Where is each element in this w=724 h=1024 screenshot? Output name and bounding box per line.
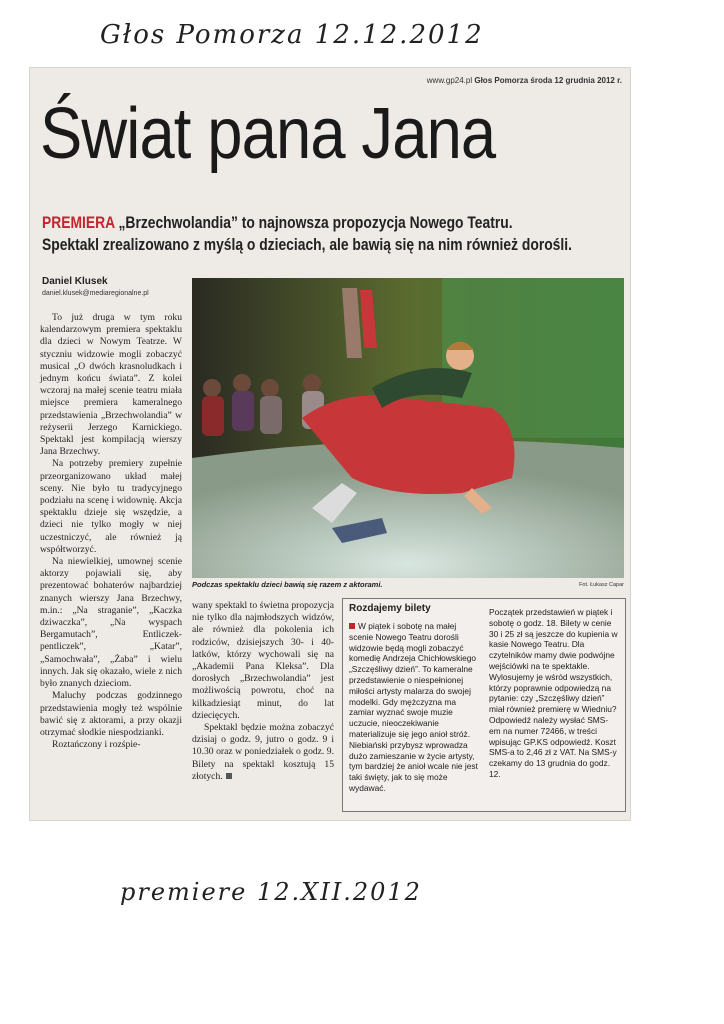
newspaper-clipping bbox=[30, 68, 630, 820]
stage-photo-illustration bbox=[192, 278, 624, 578]
masthead bbox=[427, 76, 622, 85]
masthead-site: www.gp24.pl bbox=[426, 76, 473, 85]
paragraph: Na potrzeby premiery zupełnie przeorganizowano układ małej sceny. Nie było tu tradycyjnego podziału na scenę i widownię. Akcja spektaklu dzieje się wszędzie, a dzieci nie tylko mogły w niej uczestniczyć, ale również ją współtworzyć. bbox=[40, 458, 182, 555]
photo-credit: Fot. Łukasz Capar bbox=[579, 582, 624, 588]
tickets-title: Rozdajemy bilety bbox=[349, 603, 431, 614]
end-square-icon bbox=[226, 773, 232, 779]
masthead-date: środa 12 grudnia 2012 r. bbox=[530, 76, 622, 85]
article-photo bbox=[192, 278, 624, 578]
article-lead bbox=[42, 212, 572, 256]
article-author: Daniel Klusek bbox=[42, 276, 108, 287]
handwritten-note-top: Głos Pomorza 12.12.2012 bbox=[100, 20, 484, 50]
paragraph-text: Spektakl będzie można zobaczyć dzisiaj o godz. 9, jutro o godz. 9 i 10.30 oraz w poniedziałek o godz. 9. Bilety na spektakl kosztują 15 złotych. bbox=[192, 722, 334, 782]
article-headline: Świat pana Jana bbox=[40, 94, 496, 174]
article-kicker: PREMIERA bbox=[42, 214, 115, 232]
tickets-text-1: W piątek i sobotę na małej scenie Nowego Teatru dorośli widzowie będą mogli zobaczyć komedię Andrzeja Chichłowskiego „Szczęśliwy dzień”. To kameralne przedstawienie o niespełnionej miłości artysty malarza do swojej modelki. Gdy mężczyzna ma zamiar wyznać swoje muzie uczucie, nieoczekiwanie materializuje się jego anioł stróż. Niebiański przybysz wprowadza dużo zamieszanie w życie artysty, tym bardziej że anioł wcale nie jest taki święty, jak to się może wydawać. bbox=[349, 621, 478, 793]
paragraph bbox=[192, 722, 334, 783]
tickets-column-1 bbox=[349, 621, 481, 794]
paragraph: Na niewielkiej, umownej scenie aktorzy pojawiali się, aby prezentować bohaterów najbardziej znanych wierszy Jana Brzechwy, m.in.: „Na straganie”, „Kaczka dziwaczka”, „Na wyspach Bergamutach”, Entliczek-pentliczek”, „Katar”, „Samochwała”, „Żaba” i wielu innych. Jak się okazało, wiele z nich było znanych dzieciom. bbox=[40, 556, 182, 690]
paragraph: To już druga w tym roku kalendarzowym premiera spektaklu dla dzieci w Nowym Teatrze. W styczniu widzowie mogli zobaczyć musical „O dwóch krasnoludkach i jednym końcu świata”. Z kolei wczoraj na małej scenie teatru miała miejsce premiera kameralnego przedstawienia „Brzechwolandia” w reżyserii Jerzego Karnickiego. Spektakl jest kompilacją wierszy Jana Brzechwy. bbox=[40, 312, 182, 458]
paragraph: wany spektakl to świetna propozycja nie tylko dla najmłodszych widzów, ale również dla pokolenia ich rodziców, dzisiejszych 30- i 40-latków, którzy wychowali się na „Akademii Pana Kleksa”. Dla dorosłych „Brzechwolandia” jest możliwością powrotu, choć na kilkadziesiąt minut, do lat dziecięcych. bbox=[192, 600, 334, 721]
article-column-1 bbox=[40, 312, 182, 751]
tickets-text-2: Początek przedstawień w piątek i sobotę o godz. 18. Bilety w cenie 30 i 25 zł są jeszcze do kupienia w kasie Nowego Teatru. Dla czytelników mamy dwie podwójne wejściówki na te spektakle. Wylosujemy je wśród wszystkich, którzy poprawnie odpowiedzą na pytanie: czy „Szczęśliwy dzień” miał również premierę w Wiedniu? Odpowiedź należy wysłać SMS-em na numer 72466, w treści wpisując GP.KS odpowiedź. Koszt SMS-a to 2,46 zł z VAT. Na SMS-y czekamy do 13 grudnia do godz. 12. bbox=[489, 607, 618, 779]
article-column-2 bbox=[192, 600, 334, 783]
paragraph: Roztańczony i rozśpie- bbox=[52, 739, 141, 751]
article-lead-line1: „Brzechwolandia” to najnowsza propozycja Nowego Teatru. bbox=[118, 214, 513, 232]
red-square-icon bbox=[349, 623, 355, 629]
tickets-box bbox=[342, 598, 626, 812]
article-author-email: daniel.klusek@mediaregionalne.pl bbox=[42, 290, 149, 297]
masthead-paper: Głos Pomorza bbox=[474, 76, 529, 85]
paragraph: Maluchy podczas godzinnego przedstawienia mogły też wspólnie bawić się z aktorami, a przy okazji otrzymać słodkie niespodzianki. bbox=[40, 690, 182, 738]
tickets-column-2 bbox=[489, 607, 619, 780]
article-lead-line2: Spektakl zrealizowano z myślą o dzieciach, ale bawią się na nim również dorośli. bbox=[42, 236, 572, 254]
handwritten-note-bottom: premiere 12.XII.2012 bbox=[120, 878, 422, 906]
photo-caption: Podczas spektaklu dzieci bawią się razem z aktorami. bbox=[192, 580, 383, 589]
